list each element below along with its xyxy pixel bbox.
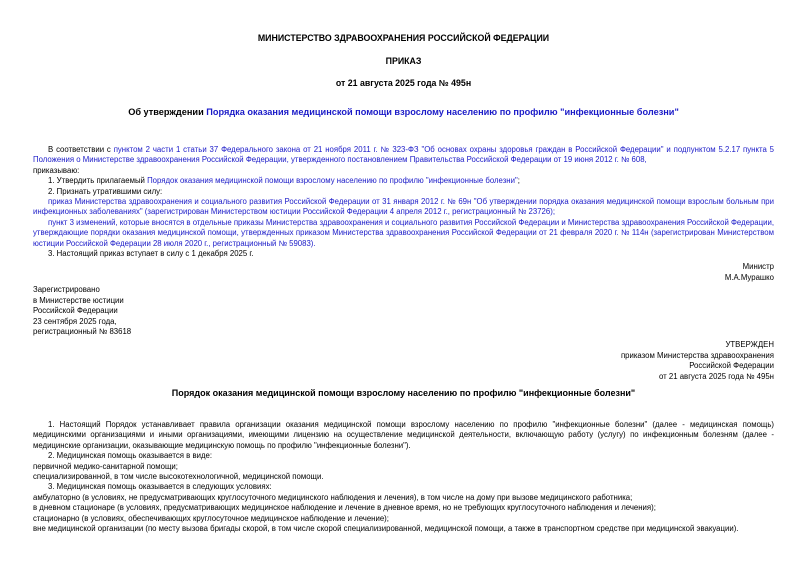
doc-date-number: от 21 августа 2025 года № 495н — [335, 78, 472, 88]
doc-subject — [33, 106, 774, 118]
annex-paragraph-1: 1. Настоящий Порядок устанавливает правила организации оказания медицинской помощи взрослому населению по профилю "инфекционные болезни" (далее - медицинская помощь) медицинскими организациями и иными организациями, имеющими лицензию на осуществление медицинской деятельности, включающую работу (услугу) по инфекционным болезням (далее - медицинские организации, оказывающие медицинскую помощь по профилю "инфекционные болезни"). — [33, 419, 774, 450]
annex-paragraph-3-sub-3: стационарно (в условиях, обеспечивающих круглосуточное медицинское наблюдение и лечение); — [33, 513, 389, 523]
order-item-1-prefix: 1. Утвердить прилагаемый — [48, 176, 148, 186]
doc-subject-link[interactable]: Порядка оказания медицинской помощи взрослому населению по профилю "инфекционные болезни" — [206, 107, 679, 117]
minister-name: М.А.Мурашко — [724, 272, 774, 282]
annex-paragraph-3-sub-4: вне медицинской организации (по месту вызова бригады скорой, в том числе скорой специализированной, медицинской помощи, а также в транспортном средстве при медицинской эвакуации). — [33, 524, 739, 533]
preamble-law-link[interactable]: пунктом 2 части 1 статьи 37 Федерального закона от 21 ноября 2011 г. № 323-ФЗ "Об основах охраны здоровья граждан в Российской Федерации" и подпунктом 5.2.17 пункта 5 Положения о Министерстве здравоохранения Российской Федерации, утвержденного постановлением Правительства Российской Федерации от 19 июня 2012 г. № 608, — [33, 145, 775, 165]
registration-line: в Министерстве юстиции — [33, 295, 124, 305]
order-item-2: 2. Признать утратившими силу: — [48, 186, 163, 196]
annex-paragraph-3-sub-1: амбулаторно (в условиях, не предусматривающих круглосуточного медицинского наблюдения и лечения), в том числе на дому при вызове медицинского работника; — [33, 492, 633, 502]
preamble-prefix: В соответствии с — [48, 145, 114, 154]
registration-note — [33, 285, 774, 337]
order-item-1-suffix: ; — [517, 176, 520, 186]
minister-position: Министр — [742, 262, 774, 272]
order-item-1 — [33, 176, 774, 186]
registration-line: Российской Федерации — [33, 306, 118, 316]
preamble-paragraph — [33, 145, 774, 166]
approval-line: Российской Федерации — [689, 361, 774, 371]
doc-type: ПРИКАЗ — [385, 56, 422, 66]
approval-line: от 21 августа 2025 года № 495н — [658, 371, 774, 381]
approval-line: УТВЕРЖДЕН — [725, 340, 774, 350]
annex-paragraph-3-sub-2: в дневном стационаре (в условиях, предусматривающих медицинское наблюдение и лечение в дневное время, но не требующих круглосуточного наблюдения и лечения); — [33, 503, 656, 513]
doc-subject-prefix: Об утверждении — [128, 107, 207, 117]
order-item-3: 3. Настоящий приказ вступает в силу с 1 декабря 2025 г. — [48, 249, 254, 259]
revoked-amendment-paragraph — [33, 218, 774, 249]
signature-block — [33, 262, 774, 283]
annex-paragraph-3: 3. Медицинская помощь оказывается в следующих условиях: — [48, 482, 272, 492]
registration-line: 23 сентября 2025 года, — [33, 316, 117, 326]
revoked-order-link-2[interactable]: пункт 3 изменений, которые вносятся в отдельные приказы Министерства здравоохранения и социального развития Российской Федерации и Министерства здравоохранения Российской Федерации, утверждающие порядки оказания медицинской помощи, утвержденных приказом Министерства здравоохранения Российской Федерации от 21 февраля 2020 г. № 114н (зарегистрирован Министерством юстиции Российской Федерации 28 июля 2020 г., регистрационный № 59083). — [33, 217, 774, 248]
registration-line: Зарегистрировано — [33, 285, 100, 295]
ministry-name: МИНИСТЕРСТВО ЗДРАВООХРАНЕНИЯ РОССИЙСКОЙ ФЕДЕРАЦИИ — [257, 33, 550, 43]
annex-title: Порядок оказания медицинской помощи взрослому населению по профилю "инфекционные болезни" — [171, 387, 636, 398]
prikaz-word: приказываю: — [33, 165, 80, 175]
revoked-order-link-1[interactable]: приказ Министерства здравоохранения и социального развития Российской Федерации от 31 января 2012 г. № 69н "Об утверждении порядка оказания медицинской помощи взрослым больным при инфекционных заболеваниях" (зарегистрирован Министерством юстиции Российской Федерации 4 апреля 2012 г., регистрационный № 23726); — [33, 197, 774, 217]
annex-paragraph-2-sub-1: первичной медико-санитарной помощи; — [33, 461, 178, 471]
revoked-order-paragraph — [33, 197, 774, 218]
approval-stamp — [33, 340, 774, 382]
registration-line: регистрационный № 83618 — [33, 326, 132, 336]
annex-paragraph-2-sub-2: специализированной, в том числе высокотехнологичной, медицинской помощи. — [33, 471, 324, 481]
approval-line: приказом Министерства здравоохранения — [620, 350, 774, 360]
annex-paragraph-2: 2. Медицинская помощь оказывается в виде: — [48, 451, 212, 461]
order-item-1-link[interactable]: Порядок оказания медицинской помощи взрослому населению по профилю "инфекционные болезни" — [147, 176, 518, 186]
